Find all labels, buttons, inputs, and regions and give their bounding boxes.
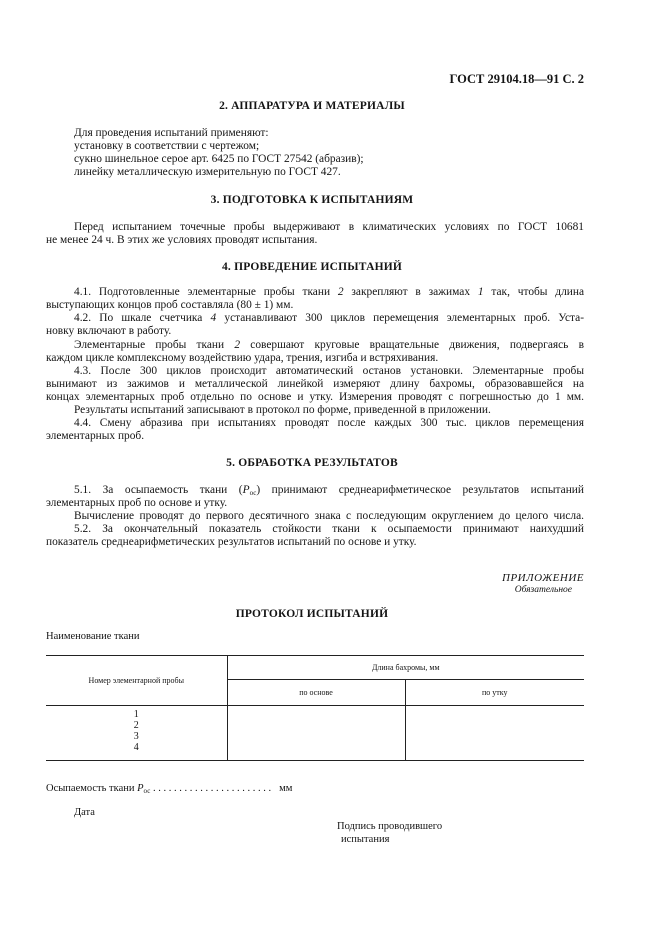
section-2-line-3: сукно шинельное серое арт. 6425 по ГОСТ 27542 (абразив); — [74, 153, 364, 165]
text: ос — [249, 489, 257, 497]
para-calculation: Вычисление проводят до первого десятичного знака с последующим округлением до целого числа. — [74, 510, 584, 522]
text: так, чтобы длина — [483, 286, 585, 298]
text: 4 — [210, 312, 217, 324]
sample-number: 4 — [133, 742, 139, 753]
signature-line-1: Подпись проводившего — [337, 821, 443, 832]
text: Элементарные пробы ткани — [74, 339, 235, 351]
col-header-weft: по утку — [405, 680, 584, 706]
text: 1 — [477, 286, 484, 298]
text: P — [242, 484, 250, 496]
appendix-subtitle: Обязательное — [514, 585, 572, 595]
section-5-title: 5. ОБРАБОТКА РЕЗУЛЬТАТОВ — [226, 457, 398, 469]
col-header-warp: по основе — [227, 680, 405, 706]
text: ос — [143, 787, 151, 795]
text: 4.1. Подготовленные элементарные пробы ткани — [74, 286, 338, 298]
document-header: ГОСТ 29104.18—91 С. 2 — [449, 72, 584, 86]
section-2-line-4: линейку металлическую измерительную по ГОСТ 427. — [74, 166, 341, 178]
text: 5.1. За осыпаемость ткани ( — [74, 484, 243, 496]
para-elementary-line-1 — [74, 339, 584, 352]
text: P — [137, 783, 144, 794]
appendix-title: ПРИЛОЖЕНИЕ — [502, 572, 584, 584]
col-header-fringe-length: Длина бахромы, мм — [227, 656, 584, 680]
fabric-name-label: Наименование ткани — [46, 631, 140, 642]
text: мм — [279, 783, 293, 794]
para-4-4-line-1: 4.4. Смену абразива при испытаниях проводят после каждых 300 тыс. циклов перемещения — [74, 417, 584, 429]
section-2-line-1: Для проведения испытаний применяют: — [74, 127, 269, 139]
col-header-sample-number: Номер элементарной пробы — [46, 656, 227, 706]
text: . . . . . . . . . . . . . . . . . . . . . . . — [150, 783, 272, 794]
protocol-table — [46, 655, 584, 761]
para-5-1-line-2: элементарных проб по основе и утку. — [46, 497, 228, 509]
text: Осыпаемость ткани — [46, 783, 138, 794]
section-2-title: 2. АППАРАТУРА И МАТЕРИАЛЫ — [219, 100, 405, 112]
text: ) принимают среднеарифметическое результатов испытаний — [256, 484, 584, 496]
date-label: Дата — [74, 807, 95, 818]
weft-values-cell — [405, 706, 584, 761]
text: совершают круговые вращательные движения, подвергаясь в — [240, 339, 584, 351]
sample-number: 1 — [133, 709, 139, 720]
sample-number-list — [46, 706, 227, 759]
para-4-2-line-1 — [74, 312, 584, 325]
sample-number: 2 — [133, 720, 139, 731]
text: 2 — [234, 339, 241, 351]
para-4-4-line-2: элементарных проб. — [46, 430, 145, 442]
text: 2 — [337, 286, 344, 298]
result-line — [46, 782, 292, 798]
sample-numbers-cell — [46, 706, 227, 761]
section-3-title: 3. ПОДГОТОВКА К ИСПЫТАНИЯМ — [210, 194, 414, 206]
para-4-3-line-1: 4.3. После 300 циклов происходит автоматический останов установки. Элементарные пробы — [74, 365, 584, 377]
para-4-3-line-3: концах элементарных проб отдельно по основе и утку. Измерения проводят с погрешностью до 1 мм. — [46, 391, 584, 403]
signature-line-2: испытания — [341, 834, 390, 845]
para-4-1-line-2: выступающих концов проб составляла (80 ± 1) мм. — [46, 299, 294, 311]
para-5-2-line-2: показатель среднеарифметических результатов испытаний по основе и утку. — [46, 536, 417, 548]
para-4-1-line-1 — [74, 286, 584, 299]
section-4-title: 4. ПРОВЕДЕНИЕ ИСПЫТАНИЙ — [221, 261, 403, 273]
para-5-2-line-1: 5.2. За окончательный показатель стойкости ткани к осыпаемости принимают наихудший — [74, 523, 584, 535]
text: устанавливают 300 циклов перемещения элементарных проб. Уста- — [216, 312, 584, 324]
section-3-line-1: Перед испытанием точечные пробы выдерживают в климатических условиях по ГОСТ 10681 — [74, 221, 584, 233]
protocol-title: ПРОТОКОЛ ИСПЫТАНИЙ — [235, 608, 389, 620]
section-3-line-2: не менее 24 ч. В этих же условиях проводят испытания. — [46, 234, 318, 246]
text: закрепляют в зажимах — [343, 286, 478, 298]
warp-values-cell — [227, 706, 405, 761]
para-4-3-line-2: вынимают из зажимов и металлической линейкой измеряют длину бахромы, образовавшейся на — [46, 378, 584, 390]
para-4-2-line-2: новку включают в работу. — [46, 325, 172, 337]
text: 4.2. По шкале счетчика — [74, 312, 211, 324]
para-results: Результаты испытаний записывают в протокол по форме, приведенной в приложении. — [74, 404, 491, 416]
section-2-line-2: установку в соответствии с чертежом; — [74, 140, 260, 152]
sample-number: 3 — [133, 731, 139, 742]
para-elementary-line-2: каждом цикле комплексному воздействию удара, трения, изгиба и встряхивания. — [46, 352, 439, 364]
